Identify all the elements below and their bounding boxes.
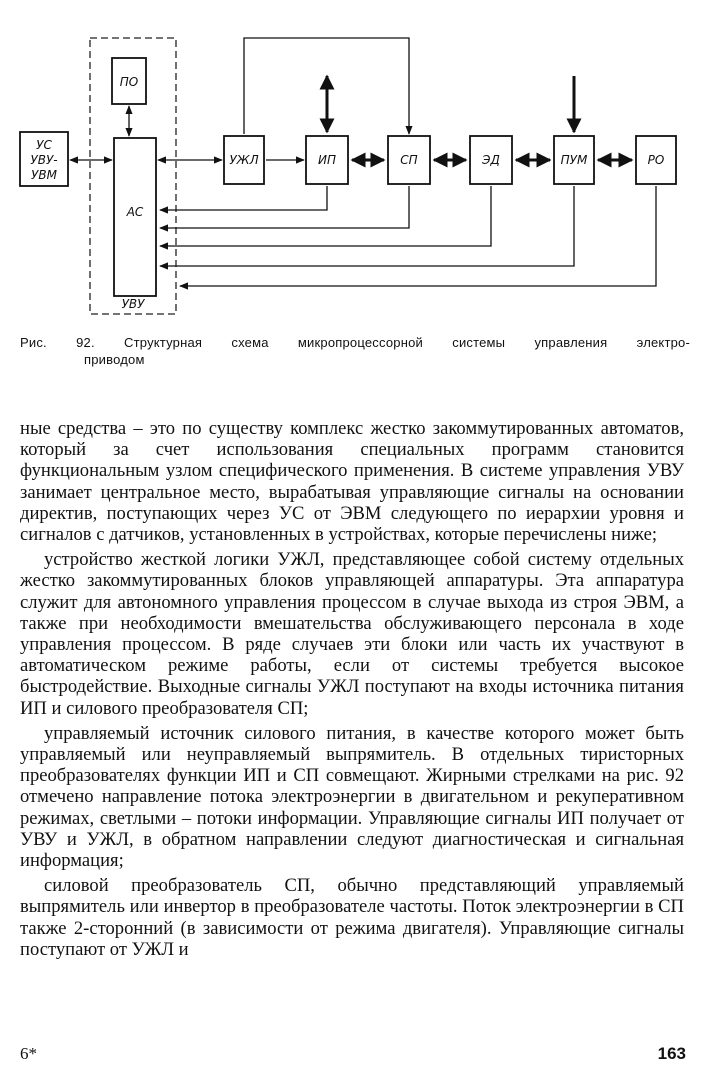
label-us-3: УВМ xyxy=(31,168,57,182)
label-ip: ИП xyxy=(318,153,336,167)
label-ro: РО xyxy=(647,153,665,167)
label-ed: ЭД xyxy=(482,153,500,167)
label-us-2: УВУ- xyxy=(30,153,58,167)
label-po: ПО xyxy=(119,75,139,89)
caption-line-2: приводом xyxy=(84,352,145,367)
label-pum: ПУМ xyxy=(560,153,588,167)
caption-line-1: Рис. 92. Структурная схема микропроцессорной системы управления электро- xyxy=(20,335,690,350)
figure-caption xyxy=(20,334,690,368)
diagram-svg xyxy=(0,0,712,330)
signature-mark: 6* xyxy=(20,1044,37,1063)
body-text xyxy=(20,418,684,964)
label-uzhl: УЖЛ xyxy=(229,153,259,167)
label-uvu: УВУ xyxy=(121,297,145,311)
page-number: 163 xyxy=(657,1044,686,1063)
structure-diagram xyxy=(0,0,712,330)
paragraph-3: управляемый источник силового питания, в качестве которого может быть управляемый или неуправляемый выпрямитель. В отдельных тиристорных преобразователях функции ИП и СП совмещают. Жирными стрелками на рис. 92 отмечено направление потока электроэнергии в двигательном и рекуперативном режимах, светлыми – потоки информации. Управляющие сигналы ИП получает от УВУ и УЖЛ, в обратном направлении следуют диагностическая и сигнальная информация; xyxy=(20,722,684,872)
label-sp: СП xyxy=(400,153,418,167)
label-us-1: УС xyxy=(36,138,52,152)
paragraph-4: силовой преобразователь СП, обычно представляющий управляемый выпрямитель или инвертор в преобразователе частоты. Поток электроэнергии в СП также 2-сторонний (в зависимости от режима двигателя). Управляющие сигналы поступают от УЖЛ и xyxy=(20,875,684,960)
paragraph-1: ные средства – это по существу комплекс жестко закоммутированных автоматов, который за счет использования специальных программ становится функциональным узлом специфического применения. В системе управления УВУ занимает центральное место, вырабатывая управляющие сигналы на основании директив, поступающих через УС от ЭВМ следующего по иерархии уровня и сигналов с датчиков, установленных в устройствах, которые перечислены ниже; xyxy=(20,418,684,546)
label-as: АС xyxy=(126,205,144,219)
paragraph-2: устройство жесткой логики УЖЛ, представляющее собой систему отдельных жестко закоммутированных блоков управляющей аппаратуры. Эта аппаратура служит для автономного управления процессом в случае выхода из строя ЭВМ, а также при необходимости вмешательства обслуживающего персонала в ходе управления процессом. В ряде случаев эти блоки или часть их участвуют в автоматическом режиме работы, если от системы требуется высокое быстродействие. Выходные сигналы УЖЛ поступают на входы источника питания ИП и силового преобразователя СП; xyxy=(20,549,684,719)
